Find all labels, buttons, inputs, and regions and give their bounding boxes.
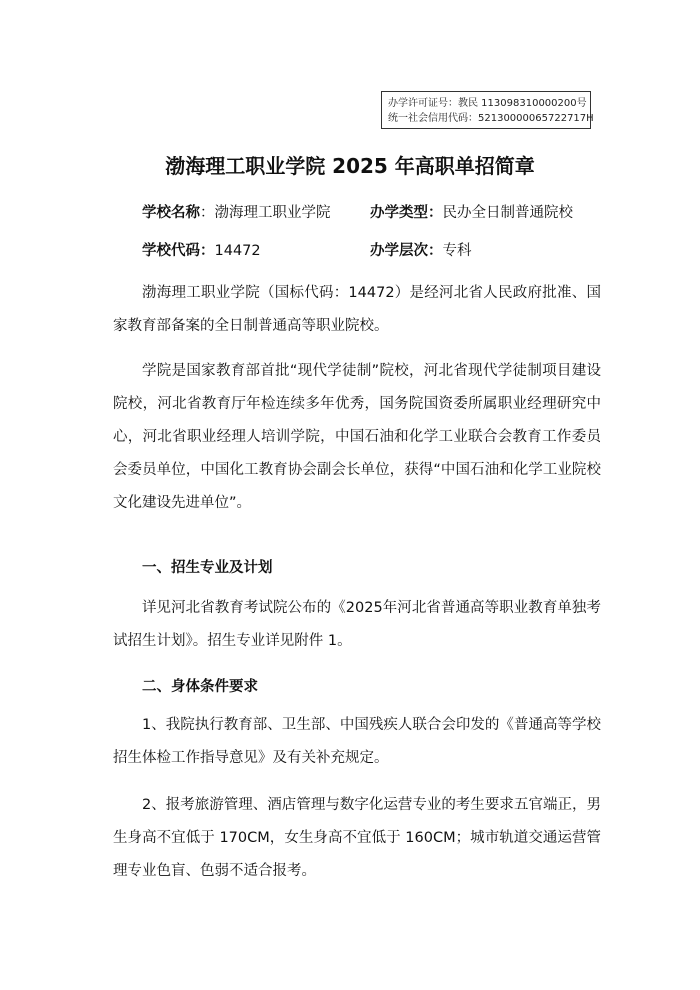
section-heading-physical-requirements: 二、身体条件要求 (142, 679, 258, 695)
school-name-label: 学校名称 (142, 205, 200, 221)
school-name-row (142, 202, 331, 224)
college-honors-paragraph: 学院是国家教育部首批“现代学徒制”院校，河北省现代学徒制项目建设院校，河北省教育厅年检连续多年优秀，国务院国资委所属职业经理研究中心，河北省职业经理人培训学院，中国石油和化学工业联合会教育工作委员会委员单位，中国化工教育协会副会长单位，获得“中国石油和化学工业院校文化建设先进单位”。 (113, 363, 601, 511)
school-type-value: 民办全日制普通院校 (442, 205, 573, 221)
school-code-value: 14472 (214, 243, 261, 259)
school-level-value: 专科 (442, 243, 472, 259)
school-type-row (370, 202, 573, 224)
license-number: 办学许可证号：教民 113098310000200号 (388, 98, 587, 109)
school-name-value: 渤海理工职业学院 (214, 205, 331, 221)
credit-code: 统一社会信用代码：52130000065722717H (388, 113, 594, 124)
school-code-label: 学校代码： (142, 243, 215, 259)
school-level-label: 办学层次： (370, 243, 443, 259)
page-title: 渤海理工职业学院 2025 年高职单招简章 (165, 154, 535, 178)
physical-requirement-item-2: 2、报考旅游管理、酒店管理与数字化运营专业的考生要求五官端正，男生身高不宜低于 170CM，女生身高不宜低于 160CM；城市轨道交通运营管理专业色盲、色弱不适合报考。 (113, 797, 601, 879)
license-info-box (381, 91, 594, 129)
enrollment-plan-paragraph: 详见河北省教育考试院公布的《2025年河北省普通高等职业教育单独考试招生计划》。招生专业详见附件 1。 (113, 600, 601, 649)
section-heading-enrollment-plan: 一、招生专业及计划 (142, 560, 273, 576)
school-level-row (370, 240, 472, 262)
school-type-label: 办学类型： (370, 205, 443, 221)
physical-requirement-item-1: 1、我院执行教育部、卫生部、中国残疾人联合会印发的《普通高等学校招生体检工作指导意见》及有关补充规定。 (113, 717, 601, 766)
school-code-row (142, 240, 261, 262)
school-name-separator: ： (200, 205, 215, 221)
intro-paragraph: 渤海理工职业学院（国标代码：14472）是经河北省人民政府批准、国家教育部备案的全日制普通高等职业院校。 (113, 285, 601, 334)
